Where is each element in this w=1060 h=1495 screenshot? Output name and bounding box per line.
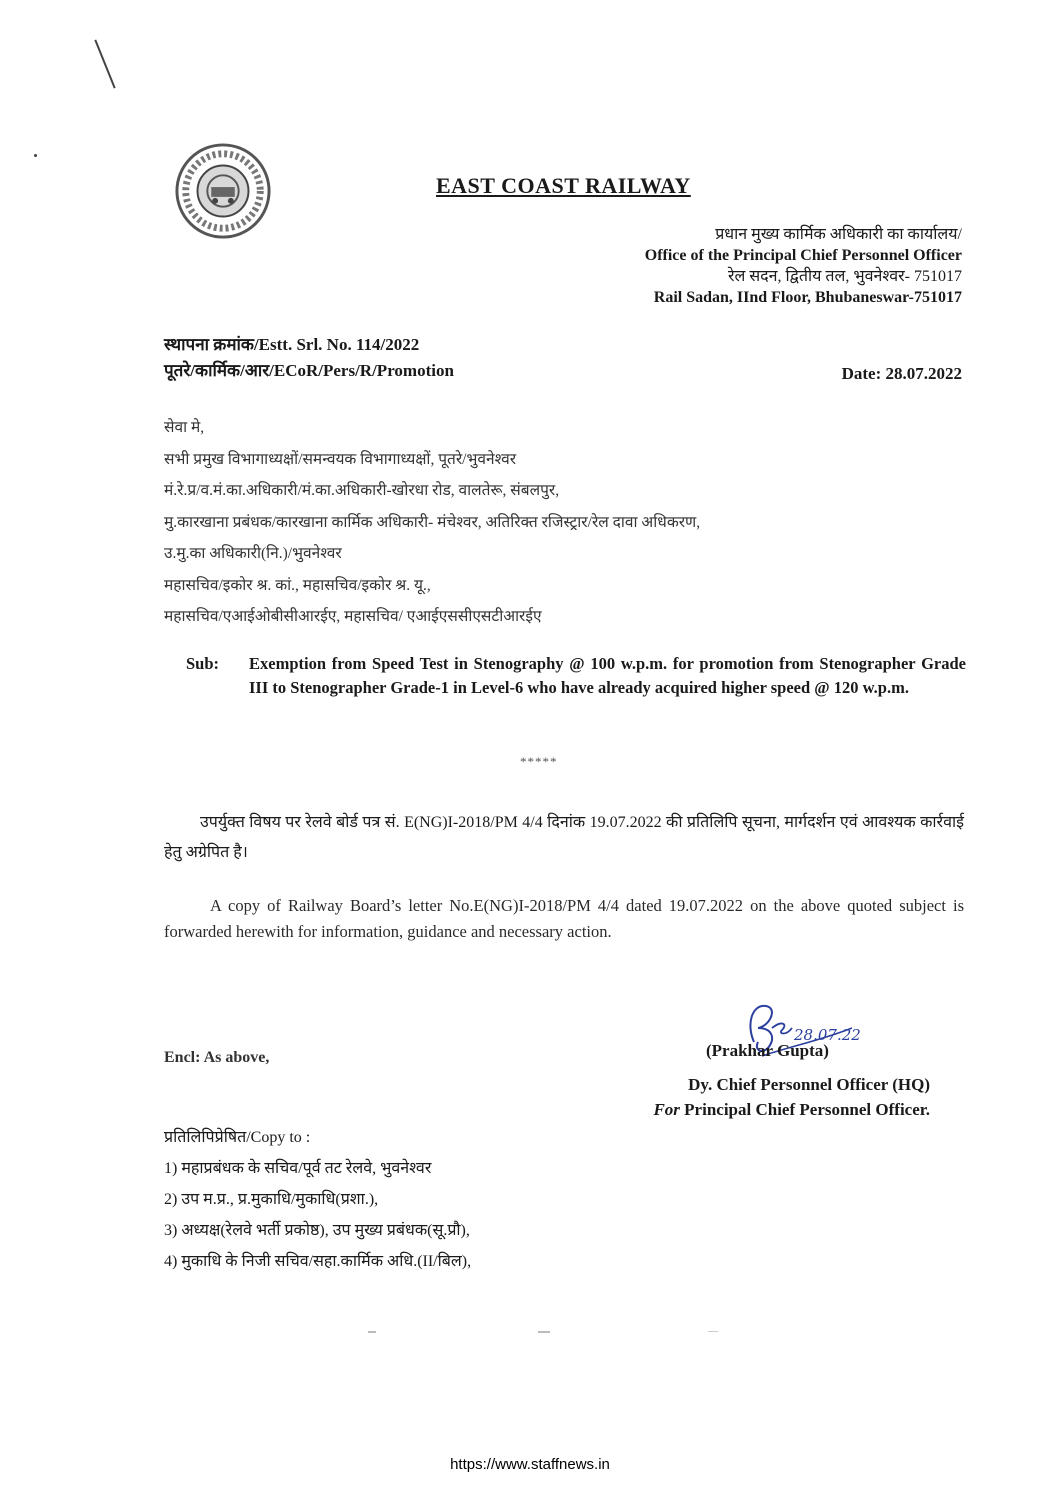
enclosure-note: Encl: As above,: [164, 1049, 270, 1066]
scan-smudge: [368, 1331, 376, 1333]
reference-block: [164, 332, 454, 384]
signature-date-text: 28.07.22: [794, 1026, 861, 1044]
copy-to-heading: प्रतिलिपिप्रेषित/Copy to :: [164, 1129, 311, 1146]
addressee-line: सेवा मे,: [164, 419, 205, 436]
subject-text: Exemption from Speed Test in Stenography @ 100 w.p.m. for promotion from Stenographer Grade III to Stenographer Grade-1 in Level-6 who have already acquired higher speed @ 120 w.p.m.: [249, 654, 966, 697]
address-english: Rail Sadan, IInd Floor, Bhubaneswar-751017: [653, 289, 962, 306]
copy-to-item: 4) मुकाधि के निजी सचिव/सहा.कार्मिक अधि.(II/बिल),: [164, 1253, 472, 1270]
office-address-block: [645, 224, 962, 308]
file-reference: पूतरे/कार्मिक/आर/ECoR/Pers/R/Promotion: [164, 361, 454, 380]
addressee-line: महासचिव/एआईओबीसीआरईए, महासचिव/ एआईएससीएसटीआरईए: [164, 608, 542, 625]
railway-emblem-logo: [174, 142, 272, 240]
letter-date: Date: 28.07.2022: [841, 364, 962, 383]
subject-block: [186, 652, 966, 700]
addressee-line: मु.कारखाना प्रबंधक/कारखाना कार्मिक अधिकारी- मंचेश्वर, अतिरिक्त रजिस्ट्रार/रेल दावा अधिकरण,: [164, 513, 701, 531]
addressee-line: महासचिव/इकोर श्र. कां., महासचिव/इकोर श्र. यू.,: [164, 576, 431, 594]
signatory-designation: Dy. Chief Personnel Officer (HQ): [688, 1075, 930, 1094]
signatory-for-office: [653, 1097, 930, 1122]
for-office-name: Principal Chief Personnel Officer.: [684, 1100, 930, 1119]
copy-to-list: [164, 1122, 471, 1277]
for-prefix: For: [653, 1100, 680, 1119]
copy-to-item: 2) उप म.प्र., प्र.मुकाधि/मुकाधि(प्रशा.),: [164, 1191, 379, 1208]
scan-artifact-line: [94, 40, 115, 89]
copy-to-item: 3) अध्यक्ष(रेलवे भर्ती प्रकोष्ठ), उप मुख्य प्रबंधक(सू.प्रौ),: [164, 1222, 470, 1239]
addressee-list: [164, 412, 700, 633]
addressee-line: मं.रे.प्र/व.मं.का.अधिकारी/मं.का.अधिकारी-खोरधा रोड, वालतेरू, संबलपुर,: [164, 482, 560, 499]
office-name-hindi: प्रधान मुख्य कार्मिक अधिकारी का कार्यालय/: [715, 226, 962, 243]
footer-url: https://www.staffnews.in: [450, 1456, 610, 1473]
body-paragraph-english: A copy of Railway Board’s letter No.E(NG)I-2018/PM 4/4 dated 19.07.2022 on the above quoted subject is forwarded herewith for information, guidance and necessary action.: [164, 896, 964, 941]
copy-to-item: 1) महाप्रबंधक के सचिव/पूर्व तट रेलवे, भुवनेश्वर: [164, 1160, 432, 1177]
scan-artifact-dot: [34, 154, 37, 157]
address-hindi: रेल सदन, द्वितीय तल, भुवनेश्वर- 751017: [727, 268, 962, 285]
addressee-line: सभी प्रमुख विभागाध्यक्षों/समन्वयक विभागाध्यक्षों, पूतरे/भुवनेश्वर: [164, 450, 517, 468]
addressee-line: उ.मु.का अधिकारी(नि.)/भुवनेश्वर: [164, 545, 342, 562]
scan-smudge: [538, 1331, 550, 1333]
scan-smudge: [708, 1331, 718, 1332]
body-paragraph-hindi: उपर्युक्त विषय पर रेलवे बोर्ड पत्र सं. E(NG)I-2018/PM 4/4 दिनांक 19.07.2022 की प्रतिलिपि सूचना, मार्गदर्शन एवं आवश्यक कार्रवाई हेतु अग्रेपित है।: [164, 814, 964, 861]
separator-stars: *****: [520, 754, 558, 769]
subject-label: Sub:: [186, 654, 220, 673]
office-name-english: Office of the Principal Chief Personnel Officer: [644, 247, 962, 264]
organization-title: EAST COAST RAILWAY: [436, 173, 691, 198]
signatory-designation-block: [653, 1072, 930, 1122]
signatory-name: (Prakhar Gupta): [706, 1041, 829, 1060]
establishment-serial-number: स्थापना क्रमांक/Estt. Srl. No. 114/2022: [164, 335, 420, 354]
